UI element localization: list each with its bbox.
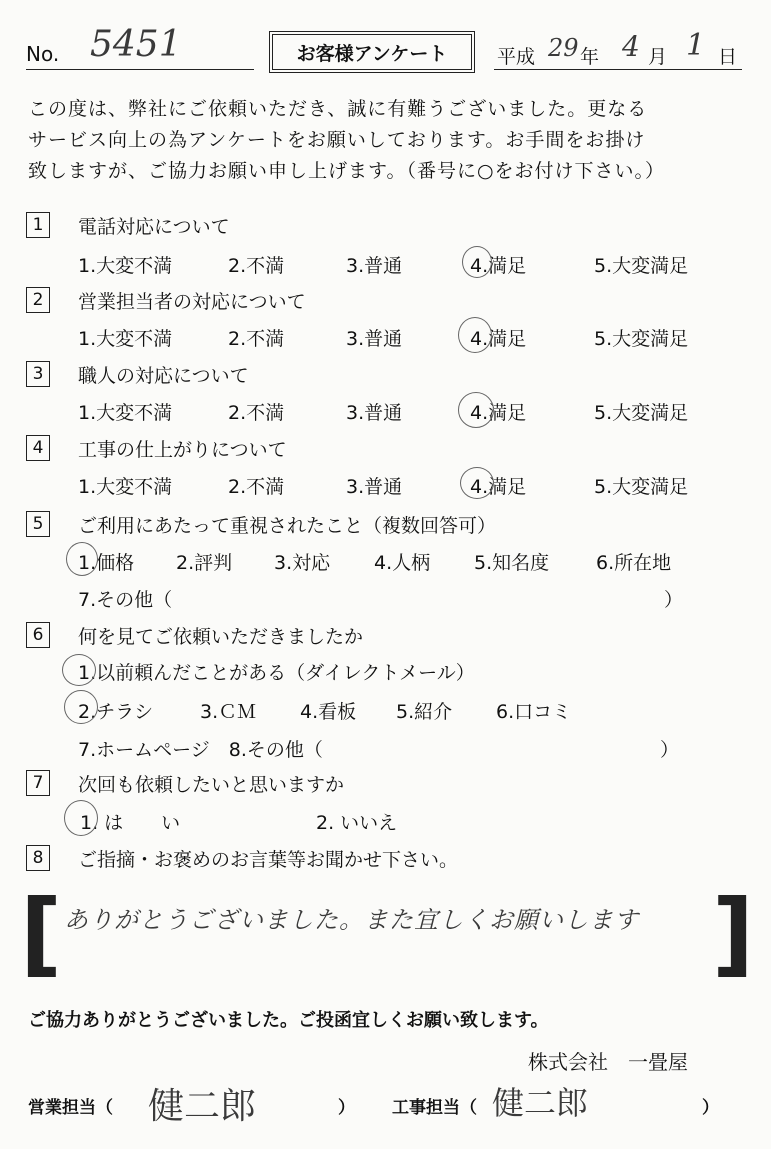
- option[interactable]: 1.大変不満: [78, 476, 173, 498]
- option[interactable]: 1. は い: [80, 812, 181, 834]
- option[interactable]: 3.普通: [346, 255, 403, 277]
- question-number: 5: [26, 511, 50, 537]
- era-label: 平成: [497, 46, 536, 68]
- comment-text[interactable]: ありがとうございました。また宜しくお願いします: [64, 906, 639, 934]
- selection-circle: [64, 800, 98, 836]
- question-number: 3: [26, 361, 50, 387]
- intro-line: 致しますが、ご協力お願い申し上げます。（番号に○をお付け下さい。）: [28, 160, 666, 182]
- year-value: 29: [548, 34, 579, 62]
- question-text: 営業担当者の対応について: [78, 291, 306, 313]
- selection-circle: [458, 392, 494, 428]
- month-unit: 月: [648, 46, 668, 68]
- question-number: 1: [26, 212, 50, 238]
- selection-circle: [62, 654, 96, 686]
- question-number: 8: [26, 845, 50, 871]
- option-other-close: ）: [664, 589, 684, 611]
- option[interactable]: 6.所在地: [596, 552, 672, 574]
- no-underline: [26, 69, 254, 70]
- option[interactable]: 4.満足: [470, 255, 527, 277]
- option-other-close: ）: [660, 739, 680, 761]
- option[interactable]: 1.大変不満: [78, 255, 173, 277]
- question-text: 次回も依頼したいと思いますか: [78, 774, 345, 796]
- day-value: 1: [686, 28, 706, 63]
- sales-close: ）: [338, 1098, 355, 1118]
- question-number: 4: [26, 435, 50, 461]
- year-unit: 年: [580, 46, 600, 68]
- option[interactable]: 3.普通: [346, 476, 403, 498]
- option[interactable]: 2. いいえ: [316, 812, 398, 834]
- sales-name: 健二郎: [148, 1086, 257, 1127]
- day-unit: 日: [718, 46, 738, 68]
- sales-label: 営業担当（: [28, 1098, 113, 1118]
- option[interactable]: 6.口コミ: [496, 701, 572, 723]
- selection-circle: [64, 690, 98, 724]
- option[interactable]: 4.看板: [300, 701, 357, 723]
- question-text: ご指摘・お褒めのお言葉等お聞かせ下さい。: [78, 849, 459, 871]
- question-number: 2: [26, 287, 50, 313]
- question-text: 電話対応について: [78, 216, 230, 238]
- option[interactable]: 5.大変満足: [594, 255, 689, 277]
- question-text: ご利用にあたって重視されたこと（複数回答可）: [78, 515, 497, 537]
- selection-circle: [66, 542, 98, 576]
- option[interactable]: 1.大変不満: [78, 402, 173, 424]
- option[interactable]: 2.評判: [176, 552, 233, 574]
- option[interactable]: 5.紹介: [396, 701, 453, 723]
- option[interactable]: 1.価格: [78, 552, 135, 574]
- question-number: 6: [26, 622, 50, 648]
- intro-line: サービス向上の為アンケートをお願いしております。お手間をお掛け: [28, 129, 646, 151]
- option-other[interactable]: 7.ホームページ 8.その他（: [78, 739, 323, 761]
- option[interactable]: 4.満足: [470, 402, 527, 424]
- work-label: 工事担当（: [392, 1098, 477, 1118]
- selection-circle: [462, 246, 492, 278]
- comment-bracket-right: ]: [712, 880, 755, 987]
- option[interactable]: 5.知名度: [474, 552, 550, 574]
- work-name: 健二郎: [492, 1084, 589, 1122]
- option[interactable]: 2.チラシ: [78, 701, 154, 723]
- option[interactable]: 2.不満: [228, 328, 285, 350]
- option[interactable]: 3.普通: [346, 328, 403, 350]
- intro-line: この度は、弊社にご依頼いただき、誠に有難うございました。更なる: [28, 98, 648, 120]
- option[interactable]: 4.人柄: [374, 552, 431, 574]
- work-close: ）: [702, 1098, 719, 1118]
- date-underline: [494, 69, 742, 70]
- no-label: No.: [26, 42, 60, 66]
- option[interactable]: 3.対応: [274, 552, 331, 574]
- question-text: 何を見てご依頼いただきましたか: [78, 626, 364, 648]
- selection-circle: [460, 467, 494, 499]
- month-value: 4: [622, 30, 640, 63]
- option-other[interactable]: 7.その他（: [78, 589, 173, 611]
- question-number: 7: [26, 770, 50, 796]
- option[interactable]: 1.以前頼んだことがある（ダイレクトメール）: [78, 662, 475, 684]
- company-name: 株式会社 一畳屋: [528, 1050, 688, 1074]
- option[interactable]: 3.普通: [346, 402, 403, 424]
- option[interactable]: 5.大変満足: [594, 476, 689, 498]
- comment-bracket-left: [: [20, 880, 63, 987]
- question-text: 職人の対応について: [78, 365, 249, 387]
- option[interactable]: 3.ＣＭ: [200, 701, 257, 723]
- question-text: 工事の仕上がりについて: [78, 439, 287, 461]
- option[interactable]: 5.大変満足: [594, 402, 689, 424]
- no-value: 5451: [90, 24, 182, 65]
- option[interactable]: 2.不満: [228, 402, 285, 424]
- option[interactable]: 4.満足: [470, 328, 527, 350]
- option[interactable]: 4.満足: [470, 476, 527, 498]
- thanks-message: ご協力ありがとうございました。ご投函宜しくお願い致します。: [28, 1010, 549, 1031]
- option[interactable]: 5.大変満足: [594, 328, 689, 350]
- option[interactable]: 2.不満: [228, 476, 285, 498]
- option[interactable]: 1.大変不満: [78, 328, 173, 350]
- selection-circle: [458, 317, 492, 353]
- page-title: お客様アンケート: [272, 34, 472, 70]
- option[interactable]: 2.不満: [228, 255, 285, 277]
